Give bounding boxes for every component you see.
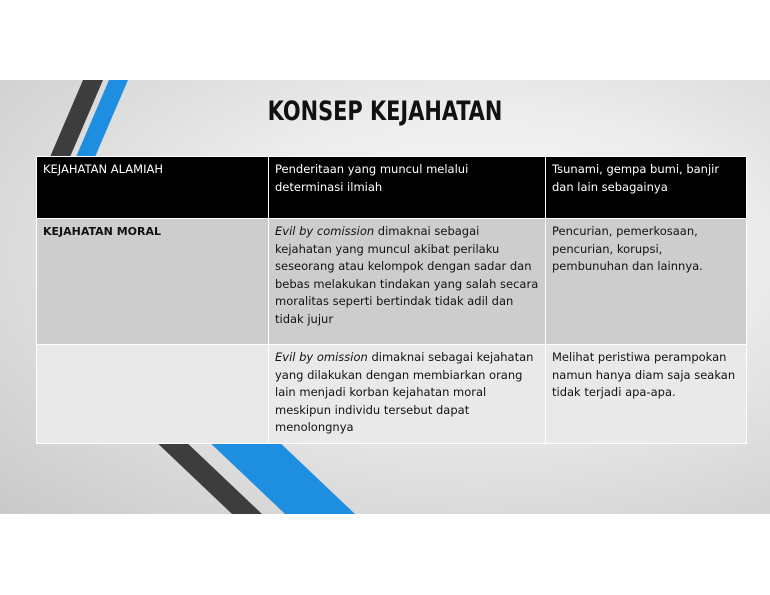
row1-category: KEJAHATAN MORAL	[37, 219, 269, 345]
header-cell-category: KEJAHATAN ALAMIAH	[37, 157, 269, 219]
row1-description	[269, 219, 546, 345]
table-header-row	[37, 157, 747, 219]
concept-table	[36, 156, 747, 444]
row1-term: Evil by comission	[275, 224, 375, 238]
header-cell-examples: Tsunami, gempa bumi, banjir dan lain sebagainya	[546, 157, 747, 219]
row2-description	[269, 345, 546, 444]
row2-category	[37, 345, 269, 444]
table-row	[37, 345, 747, 444]
row2-examples: Melihat peristiwa perampokan namun hanya diam saja seakan tidak terjadi apa-apa.	[546, 345, 747, 444]
slide-title: KONSEP KEJAHATAN	[267, 96, 503, 127]
row2-definition: dimaknai sebagai kejahatan yang dilakukan dengan membiarkan orang lain menjadi korban kejahatan moral meskipun individu tersebut dapat menolongnya	[275, 350, 534, 434]
row2-term: Evil by omission	[275, 350, 368, 364]
table-row	[37, 219, 747, 345]
header-cell-description: Penderitaan yang muncul melalui determinasi ilmiah	[269, 157, 546, 219]
row1-examples: Pencurian, pemerkosaan, pencurian, korupsi, pembunuhan dan lainnya.	[546, 219, 747, 345]
slide	[0, 80, 770, 514]
row1-definition: dimaknai sebagai kejahatan yang muncul akibat perilaku seseorang atau kelompok dengan sadar dan bebas melakukan tindakan yang salah secara moralitas seperti bertindak tidak adil dan tidak jujur	[275, 224, 539, 326]
